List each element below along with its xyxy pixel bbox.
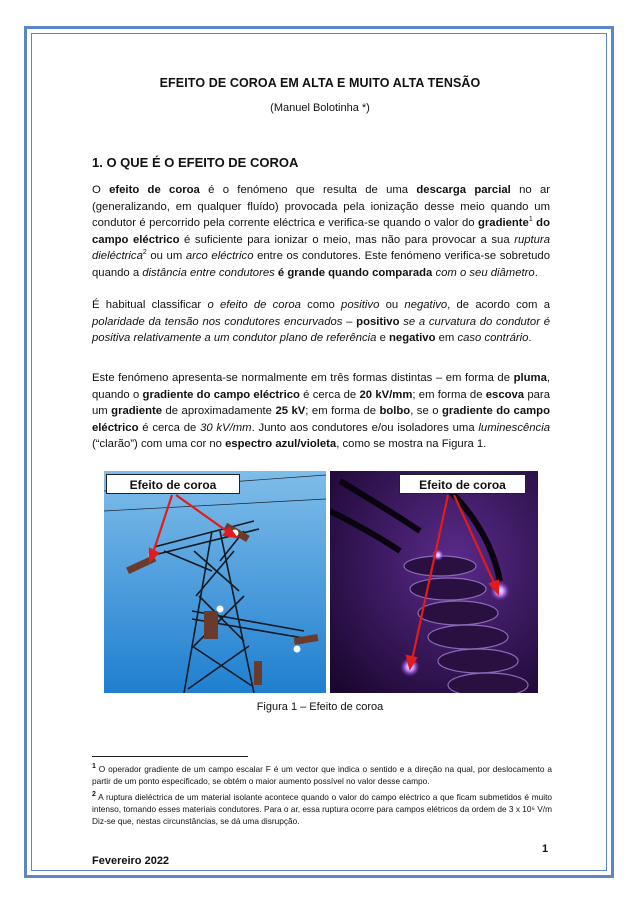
footnote-ref-2: 2 xyxy=(142,249,147,257)
footnote-1: $^1$ O operador gradiente de um campo escalar F é um vector que indica o sentido e a direção na qual, por deslocamento a partir de um ponto especificado, se obtém o maior aumento possível no valor desse campo. xyxy=(92,763,552,786)
footer-date: Fevereiro 2022 xyxy=(92,855,170,867)
section-heading: 1. O QUE É O EFEITO DE COROA xyxy=(92,155,299,170)
label-right: Efeito de coroa xyxy=(399,474,526,494)
paragraph-forms: Este fenómeno apresenta-se normalmente em três formas distintas – em forma de pluma, quando o gradiente do campo eléctrico é cerca de 20 kV/mm; em forma de escova para um gradiente de aproximadamente 25 kV; em forma de bolbo, se o gradiente do campo eléctrico é cerca de 30 kV/mm. Junto aos condutores e/ou isoladores uma luminescência (“clarão”) com uma cor no espectro azul/violeta, como se mostra na Figura 1. xyxy=(92,372,550,451)
insulator-illustration xyxy=(330,471,538,693)
footnote-ref-1: 1 xyxy=(528,216,533,224)
figure-insulator-photo xyxy=(330,471,538,693)
footnote-separator xyxy=(92,756,248,757)
figure-tower-photo xyxy=(104,471,326,693)
tower-illustration xyxy=(104,471,326,693)
author-line: (Manuel Bolotinha *) xyxy=(270,102,370,114)
document-title: EFEITO DE COROA EM ALTA E MUITO ALTA TENSÃO xyxy=(159,76,481,90)
label-left: Efeito de coroa xyxy=(106,474,240,494)
paragraph-definition: O efeito de coroa é o fenómeno que resulta de uma descarga parcial no ar (generalizando, em qualquer fluído) provocada pela ionização desse meio quando um condutor é percorrido pela corrente eléctrica e verifica-se quando o valor do gradiente$^1$ do campo eléctrico é suficiente para ionizar o meio, mas não para provocar a sua ruptura dieléctrica$^2$ ou um arco eléctrico entre os condutores. Este fenómeno verifica-se sobretudo quando a distância entre condutores é grande quando comparada com o seu diâmetro. xyxy=(92,184,550,279)
page-number: 1 xyxy=(542,843,549,855)
footnote-2: $^2$ A ruptura dieléctrica de um material isolante acontece quando o valor do campo eléctrico a que ficam submetidos é muito intenso, tornando esses materiais condutores. Para o ar, essa ruptura ocorre para campos elétricos da ordem de 3 x 10⁶ V/m Diz-se que, nestas circunstâncias, se dá uma disrupção. xyxy=(92,791,552,826)
paragraph-classification: É habitual classificar o efeito de coroa como positivo ou negativo, de acordo com a polaridade da tensão nos condutores encurvados – positivo se a curvatura do condutor é positiva relativamente a um condutor plano de referência e negativo em caso contrário. xyxy=(92,299,550,345)
figure-caption: Figura 1 – Efeito de coroa xyxy=(256,701,384,713)
